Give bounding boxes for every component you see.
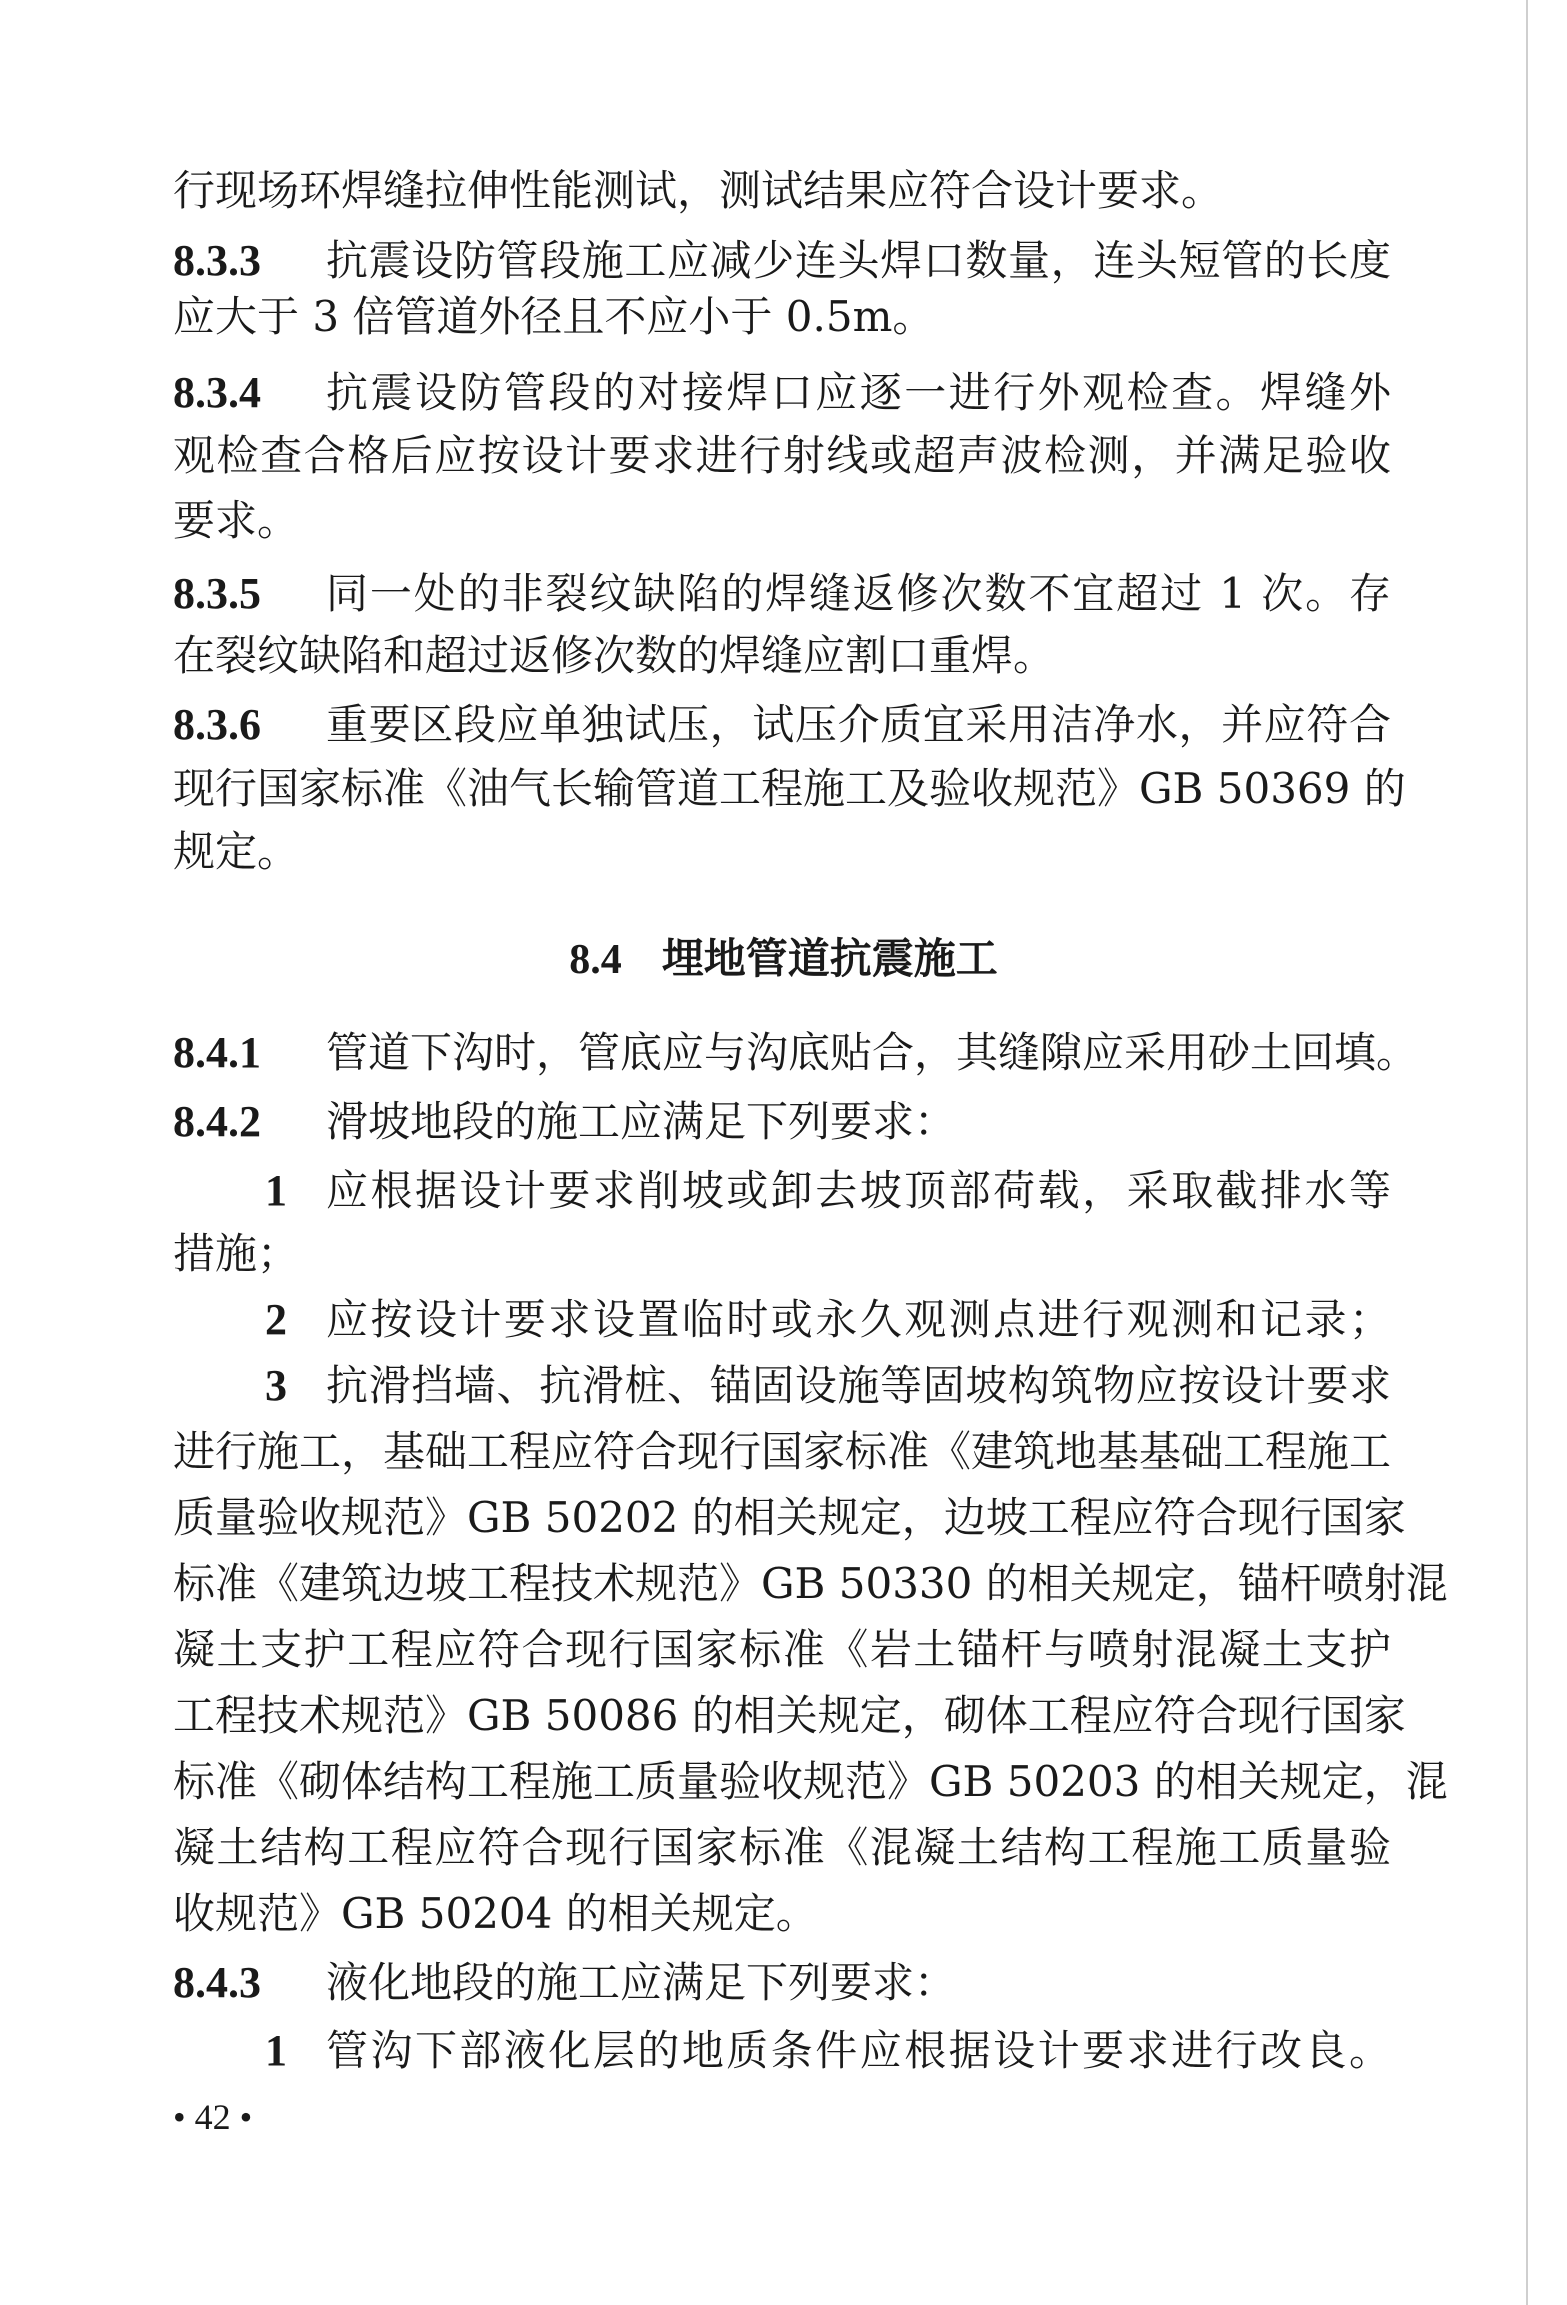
line-text: 液化地段的施工应满足下列要求： (326, 1958, 957, 2007)
text-line (173, 1554, 1448, 1614)
list-item-line (173, 1356, 1391, 1416)
text-line (173, 822, 1391, 882)
item-number: 1 (265, 2026, 287, 2075)
list-item-line (173, 1290, 1391, 1350)
page-number: • 42 • (173, 2097, 253, 2137)
text-line (173, 759, 1406, 819)
clause-line (173, 231, 1391, 291)
line-text: 应根据设计要求削坡或卸去坡顶部荷载，采取截排水等 (326, 1166, 1391, 1215)
section-number: 8.4 (569, 937, 622, 983)
line-text: 应大于 3 倍管道外径且不应小于 0.5m。 (173, 292, 935, 341)
page-edge-divider (1526, 0, 1528, 2305)
text-line (173, 1686, 1406, 1746)
clause-number: 8.3.4 (173, 368, 261, 417)
line-text: 工程技术规范》GB 50086 的相关规定，砌体工程应符合现行国家 (173, 1691, 1406, 1740)
clause-number: 8.4.3 (173, 1958, 261, 2007)
line-text: 措施； (173, 1229, 300, 1278)
text-line (173, 287, 1391, 347)
line-text: 凝土结构工程应符合现行国家标准《混凝土结构工程施工质量验 (173, 1823, 1391, 1872)
text-line (173, 1488, 1406, 1548)
line-text: 管道下沟时，管底应与沟底贴合，其缝隙应采用砂土回填。 (326, 1028, 1419, 1077)
line-text: 抗震设防管段的对接焊口应逐一进行外观检查。焊缝外 (326, 368, 1391, 417)
line-text: 现行国家标准《油气长输管道工程施工及验收规范》GB 50369 的 (173, 764, 1406, 813)
clause-number: 8.3.6 (173, 700, 261, 749)
clause-line (173, 1023, 1419, 1083)
line-text: 滑坡地段的施工应满足下列要求： (326, 1097, 957, 1146)
line-text: 要求。 (173, 496, 300, 545)
item-number: 3 (265, 1361, 287, 1410)
clause-line (173, 695, 1391, 755)
text-line (173, 626, 1391, 686)
section-heading (0, 929, 1567, 989)
clause-number: 8.4.2 (173, 1097, 261, 1146)
text-line (173, 491, 1391, 551)
line-text: 应按设计要求设置临时或永久观测点进行观测和记录； (326, 1295, 1391, 1344)
clause-line (173, 1953, 1391, 2013)
line-text: 标准《砌体结构工程施工质量验收规范》GB 50203 的相关规定，混 (173, 1757, 1448, 1806)
line-text: 规定。 (173, 827, 300, 876)
line-text: 抗滑挡墙、抗滑桩、锚固设施等固坡构筑物应按设计要求 (326, 1361, 1391, 1410)
line-text: 管沟下部液化层的地质条件应根据设计要求进行改良。 (326, 2026, 1391, 2075)
text-line (173, 426, 1391, 486)
text-line (173, 1422, 1391, 1482)
line-text: 抗震设防管段施工应减少连头焊口数量，连头短管的长度 (326, 236, 1391, 285)
item-number: 1 (265, 1166, 287, 1215)
text-line (173, 1818, 1391, 1878)
line-text: 重要区段应单独试压，试压介质宜采用洁净水，并应符合 (326, 700, 1391, 749)
text-line (173, 1620, 1391, 1680)
line-text: 标准《建筑边坡工程技术规范》GB 50330 的相关规定，锚杆喷射混 (173, 1559, 1448, 1608)
clause-number: 8.4.1 (173, 1028, 261, 1077)
item-number: 2 (265, 1295, 287, 1344)
list-item-line (173, 2021, 1391, 2081)
line-text: 收规范》GB 50204 的相关规定。 (173, 1889, 818, 1938)
line-text: 观检查合格后应按设计要求进行射线或超声波检测，并满足验收 (173, 431, 1391, 480)
line-text: 质量验收规范》GB 50202 的相关规定，边坡工程应符合现行国家 (173, 1493, 1406, 1542)
text-line (173, 161, 1391, 221)
line-text: 凝土支护工程应符合现行国家标准《岩土锚杆与喷射混凝土支护 (173, 1625, 1391, 1674)
line-text: 行现场环焊缝拉伸性能测试，测试结果应符合设计要求。 (173, 166, 1224, 215)
list-item-line (173, 1161, 1391, 1221)
clause-line (173, 1092, 1391, 1152)
clause-number: 8.3.3 (173, 236, 261, 285)
clause-line (173, 564, 1391, 624)
line-text: 同一处的非裂纹缺陷的焊缝返修次数不宜超过 1 次。存 (326, 569, 1391, 618)
line-text: 进行施工，基础工程应符合现行国家标准《建筑地基基础工程施工 (173, 1427, 1392, 1476)
text-line (173, 1884, 1391, 1944)
text-line (173, 1224, 1391, 1284)
text-line (173, 1752, 1448, 1812)
clause-number: 8.3.5 (173, 569, 261, 618)
section-title: 埋地管道抗震施工 (661, 934, 998, 983)
line-text: 在裂纹缺陷和超过返修次数的焊缝应割口重焊。 (173, 631, 1056, 680)
clause-line (173, 363, 1391, 423)
